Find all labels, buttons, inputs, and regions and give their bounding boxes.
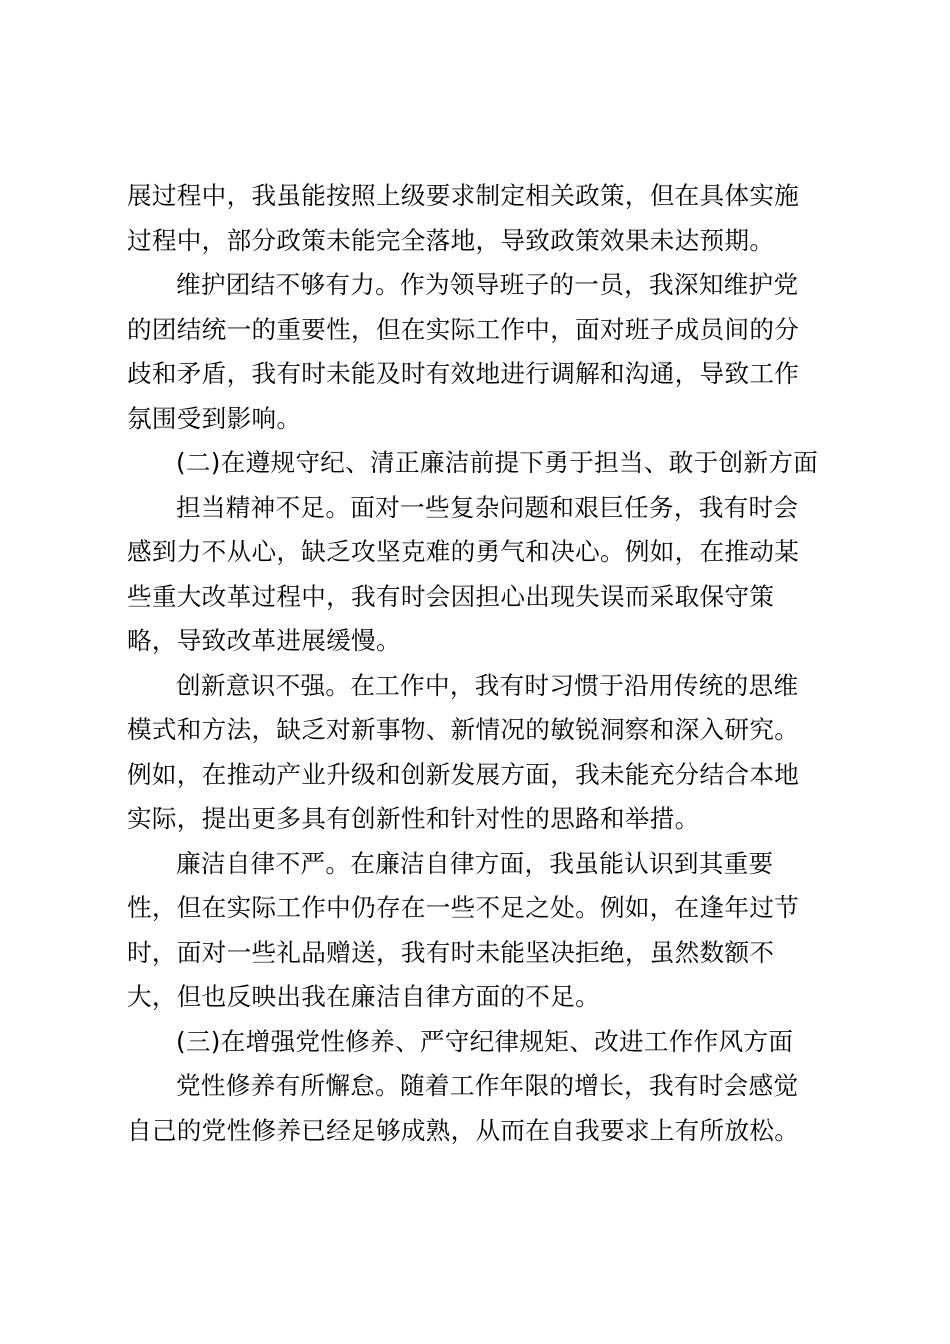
text-line: 氛围受到影响。	[127, 403, 302, 433]
text-line: 歧和矛盾，我有时未能及时有效地进行调解和沟通，导致工作	[127, 359, 800, 388]
text-line: 时，面对一些礼品赠送，我有时未能坚决拒绝，虽然数额不	[127, 937, 775, 967]
paragraph-start-line: 创新意识不强。在工作中，我有时习惯于沿用传统的思维	[176, 670, 799, 700]
text-line: 过程中，部分政策未能完全落地，导致政策效果未达预期。	[127, 225, 775, 255]
text-line: 的团结统一的重要性，但在实际工作中，面对班子成员间的分	[127, 314, 800, 344]
text-line: 例如，在推动产业升级和创新发展方面，我未能充分结合本地	[127, 759, 800, 789]
text-line: 实际，提出更多具有创新性和针对性的思路和举措。	[127, 804, 700, 833]
text-line: 自己的党性修养已经足够成熟，从而在自我要求上有所放松。	[127, 1115, 800, 1145]
text-line: 些重大改革过程中，我有时会因担心出现失误而采取保守策	[127, 581, 775, 611]
text-line: 性，但在实际工作中仍存在一些不足之处。例如，在逢年过节	[127, 893, 800, 922]
text-line: 模式和方法，缺乏对新事物、新情况的敏锐洞察和深入研究。	[127, 715, 800, 744]
text-line: 感到力不从心，缺乏攻坚克难的勇气和决心。例如，在推动某	[127, 537, 800, 566]
paragraph-start-line: 党性修养有所懈怠。随着工作年限的增长，我有时会感觉	[176, 1071, 799, 1100]
text-line: 略，导致改革进展缓慢。	[127, 626, 401, 655]
document-body	[127, 174, 827, 1153]
section-heading-2: (二)在遵规守纪、清正廉洁前提下勇于担当、敢于创新方面	[176, 448, 819, 477]
section-heading-3: (三)在增强党性修养、严守纪律规矩、改进工作作风方面	[176, 1026, 794, 1056]
paragraph-start-line: 廉洁自律不严。在廉洁自律方面，我虽能认识到其重要	[176, 848, 774, 878]
paragraph-start-line: 维护团结不够有力。作为领导班子的一员，我深知维护党	[176, 270, 799, 299]
text-line: 大，但也反映出我在廉洁自律方面的不足。	[127, 982, 600, 1011]
paragraph-start-line: 担当精神不足。面对一些复杂问题和艰巨任务，我有时会	[176, 492, 799, 522]
text-line: 展过程中，我虽能按照上级要求制定相关政策，但在具体实施	[127, 181, 800, 210]
